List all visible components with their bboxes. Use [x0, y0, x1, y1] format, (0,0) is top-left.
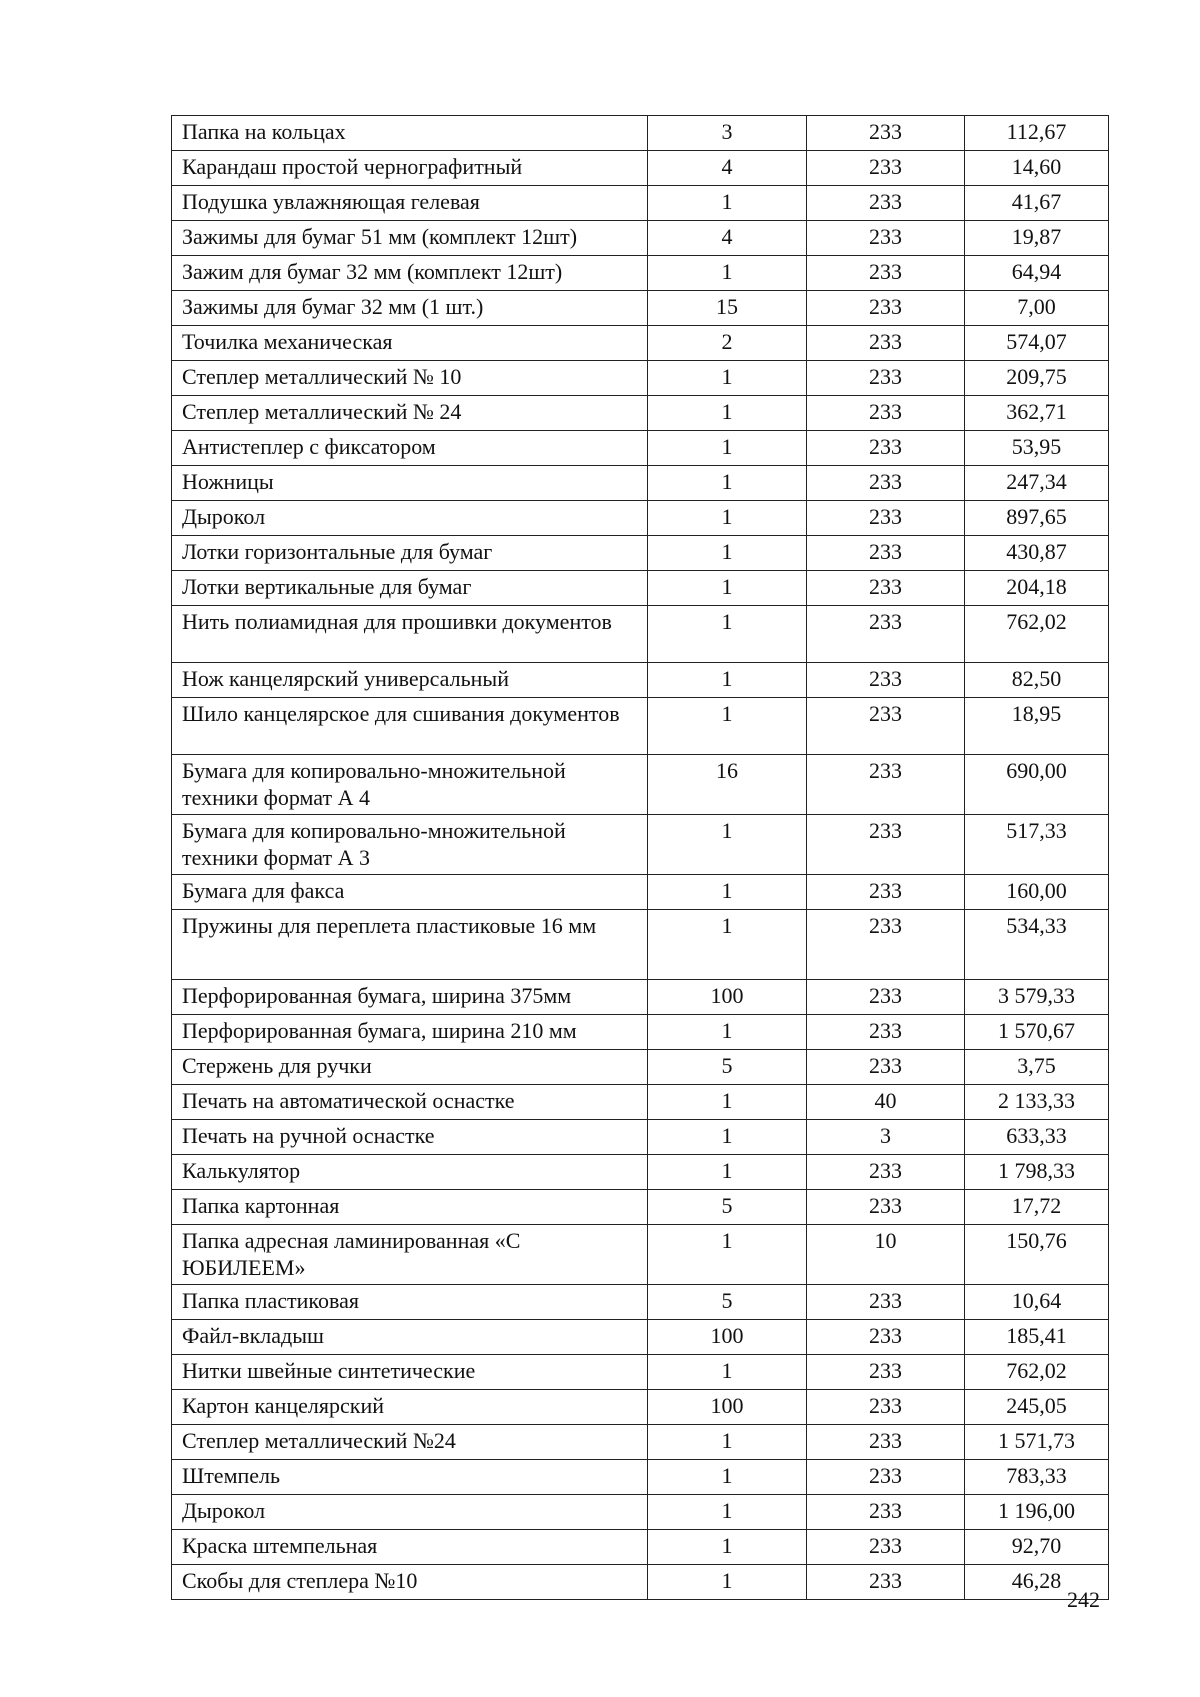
price-cell: 783,33 [965, 1460, 1109, 1495]
price-cell: 10,64 [965, 1285, 1109, 1320]
quantity-cell: 1 [648, 663, 807, 698]
table-row [172, 1495, 1109, 1530]
table-row [172, 606, 1109, 663]
price-cell: 41,67 [965, 186, 1109, 221]
table-row [172, 1320, 1109, 1355]
quantity-cell: 5 [648, 1050, 807, 1085]
item-name-cell: Картон канцелярский [172, 1390, 648, 1425]
code-cell: 3 [807, 1120, 965, 1155]
item-name-cell: Нитки швейные синтетические [172, 1355, 648, 1390]
item-name-cell: Дырокол [172, 1495, 648, 1530]
supplies-table [171, 115, 1109, 1600]
code-cell: 233 [807, 1495, 965, 1530]
table-row [172, 116, 1109, 151]
table-row [172, 1355, 1109, 1390]
item-name-cell: Папка картонная [172, 1190, 648, 1225]
code-cell: 233 [807, 116, 965, 151]
quantity-cell: 1 [648, 698, 807, 755]
quantity-cell: 15 [648, 291, 807, 326]
code-cell: 233 [807, 1565, 965, 1600]
item-name-cell: Нож канцелярский универсальный [172, 663, 648, 698]
item-name-cell: Штемпель [172, 1460, 648, 1495]
quantity-cell: 1 [648, 1425, 807, 1460]
code-cell: 233 [807, 1460, 965, 1495]
price-cell: 17,72 [965, 1190, 1109, 1225]
quantity-cell: 1 [648, 256, 807, 291]
item-name-cell: Печать на ручной оснастке [172, 1120, 648, 1155]
quantity-cell: 1 [648, 606, 807, 663]
item-name-cell: Ножницы [172, 466, 648, 501]
quantity-cell: 1 [648, 1085, 807, 1120]
price-cell: 46,28 [965, 1565, 1109, 1600]
price-cell: 204,18 [965, 571, 1109, 606]
item-name-cell: Краска штемпельная [172, 1530, 648, 1565]
quantity-cell: 1 [648, 1155, 807, 1190]
table-row [172, 1050, 1109, 1085]
item-name-cell: Бумага для факса [172, 875, 648, 910]
item-name-cell: Степлер металлический № 24 [172, 396, 648, 431]
quantity-cell: 16 [648, 755, 807, 815]
table-row [172, 1155, 1109, 1190]
code-cell: 233 [807, 291, 965, 326]
code-cell: 233 [807, 466, 965, 501]
price-cell: 1 196,00 [965, 1495, 1109, 1530]
table-row [172, 815, 1109, 875]
table-row [172, 536, 1109, 571]
table-row [172, 1565, 1109, 1600]
quantity-cell: 100 [648, 980, 807, 1015]
price-cell: 14,60 [965, 151, 1109, 186]
table-row [172, 1190, 1109, 1225]
item-name-cell: Папка пластиковая [172, 1285, 648, 1320]
table-row [172, 910, 1109, 980]
price-cell: 7,00 [965, 291, 1109, 326]
table-row [172, 875, 1109, 910]
quantity-cell: 100 [648, 1320, 807, 1355]
code-cell: 233 [807, 755, 965, 815]
table-row [172, 396, 1109, 431]
item-name-cell: Зажим для бумаг 32 мм (комплект 12шт) [172, 256, 648, 291]
item-name-cell: Точилка механическая [172, 326, 648, 361]
price-cell: 690,00 [965, 755, 1109, 815]
item-name-cell: Бумага для копировально-множительной техники формат А 4 [172, 755, 648, 815]
code-cell: 233 [807, 151, 965, 186]
price-cell: 574,07 [965, 326, 1109, 361]
price-cell: 150,76 [965, 1225, 1109, 1285]
code-cell: 233 [807, 910, 965, 980]
item-name-cell: Папка на кольцах [172, 116, 648, 151]
quantity-cell: 1 [648, 815, 807, 875]
code-cell: 233 [807, 1285, 965, 1320]
item-name-cell: Дырокол [172, 501, 648, 536]
item-name-cell: Перфорированная бумага, ширина 375мм [172, 980, 648, 1015]
price-cell: 2 133,33 [965, 1085, 1109, 1120]
quantity-cell: 1 [648, 1565, 807, 1600]
quantity-cell: 1 [648, 1120, 807, 1155]
item-name-cell: Шило канцелярское для сшивания документов [172, 698, 648, 755]
quantity-cell: 1 [648, 431, 807, 466]
price-cell: 112,67 [965, 116, 1109, 151]
quantity-cell: 1 [648, 501, 807, 536]
price-cell: 1 570,67 [965, 1015, 1109, 1050]
table-row [172, 326, 1109, 361]
price-cell: 247,34 [965, 466, 1109, 501]
quantity-cell: 1 [648, 571, 807, 606]
item-name-cell: Степлер металлический № 10 [172, 361, 648, 396]
item-name-cell: Степлер металлический №24 [172, 1425, 648, 1460]
price-cell: 633,33 [965, 1120, 1109, 1155]
supplies-table-body [172, 116, 1109, 1600]
price-cell: 92,70 [965, 1530, 1109, 1565]
quantity-cell: 1 [648, 1015, 807, 1050]
quantity-cell: 1 [648, 1495, 807, 1530]
code-cell: 10 [807, 1225, 965, 1285]
table-row [172, 980, 1109, 1015]
item-name-cell: Печать на автоматической оснастке [172, 1085, 648, 1120]
page-number: 242 [1067, 1587, 1100, 1612]
table-row [172, 663, 1109, 698]
price-cell: 209,75 [965, 361, 1109, 396]
table-row [172, 1530, 1109, 1565]
code-cell: 233 [807, 1155, 965, 1190]
table-row [172, 1460, 1109, 1495]
price-cell: 160,00 [965, 875, 1109, 910]
quantity-cell: 1 [648, 1530, 807, 1565]
price-cell: 430,87 [965, 536, 1109, 571]
table-row [172, 571, 1109, 606]
quantity-cell: 3 [648, 116, 807, 151]
quantity-cell: 1 [648, 1225, 807, 1285]
code-cell: 233 [807, 571, 965, 606]
table-row [172, 1425, 1109, 1460]
price-cell: 1 798,33 [965, 1155, 1109, 1190]
quantity-cell: 1 [648, 1460, 807, 1495]
item-name-cell: Бумага для копировально-множительной техники формат А 3 [172, 815, 648, 875]
quantity-cell: 2 [648, 326, 807, 361]
item-name-cell: Зажимы для бумаг 32 мм (1 шт.) [172, 291, 648, 326]
code-cell: 233 [807, 536, 965, 571]
table-row [172, 1085, 1109, 1120]
price-cell: 245,05 [965, 1390, 1109, 1425]
code-cell: 233 [807, 1190, 965, 1225]
table-row [172, 221, 1109, 256]
price-cell: 3 579,33 [965, 980, 1109, 1015]
code-cell: 233 [807, 1320, 965, 1355]
item-name-cell: Лотки горизонтальные для бумаг [172, 536, 648, 571]
quantity-cell: 5 [648, 1285, 807, 1320]
item-name-cell: Калькулятор [172, 1155, 648, 1190]
item-name-cell: Скобы для степлера №10 [172, 1565, 648, 1600]
item-name-cell: Пружины для переплета пластиковые 16 мм [172, 910, 648, 980]
price-cell: 64,94 [965, 256, 1109, 291]
item-name-cell: Нить полиамидная для прошивки документов [172, 606, 648, 663]
item-name-cell: Стержень для ручки [172, 1050, 648, 1085]
code-cell: 233 [807, 1530, 965, 1565]
table-row [172, 1120, 1109, 1155]
quantity-cell: 1 [648, 1355, 807, 1390]
quantity-cell: 1 [648, 910, 807, 980]
table-row [172, 698, 1109, 755]
item-name-cell: Папка адресная ламинированная «С ЮБИЛЕЕМ» [172, 1225, 648, 1285]
quantity-cell: 1 [648, 536, 807, 571]
table-row [172, 466, 1109, 501]
quantity-cell: 1 [648, 361, 807, 396]
quantity-cell: 1 [648, 186, 807, 221]
quantity-cell: 4 [648, 221, 807, 256]
price-cell: 362,71 [965, 396, 1109, 431]
item-name-cell: Антистеплер с фиксатором [172, 431, 648, 466]
quantity-cell: 1 [648, 466, 807, 501]
table-row [172, 291, 1109, 326]
code-cell: 233 [807, 980, 965, 1015]
code-cell: 233 [807, 501, 965, 536]
price-cell: 534,33 [965, 910, 1109, 980]
code-cell: 233 [807, 1355, 965, 1390]
table-row [172, 361, 1109, 396]
code-cell: 233 [807, 431, 965, 466]
price-cell: 53,95 [965, 431, 1109, 466]
price-cell: 1 571,73 [965, 1425, 1109, 1460]
quantity-cell: 4 [648, 151, 807, 186]
code-cell: 233 [807, 1015, 965, 1050]
code-cell: 233 [807, 1050, 965, 1085]
table-row [172, 186, 1109, 221]
price-cell: 517,33 [965, 815, 1109, 875]
code-cell: 233 [807, 1425, 965, 1460]
table-row [172, 431, 1109, 466]
price-cell: 897,65 [965, 501, 1109, 536]
table-row [172, 1015, 1109, 1050]
table-row [172, 755, 1109, 815]
code-cell: 233 [807, 875, 965, 910]
table-row [172, 1390, 1109, 1425]
price-cell: 762,02 [965, 1355, 1109, 1390]
code-cell: 233 [807, 186, 965, 221]
code-cell: 233 [807, 396, 965, 431]
code-cell: 40 [807, 1085, 965, 1120]
code-cell: 233 [807, 256, 965, 291]
code-cell: 233 [807, 815, 965, 875]
table-row [172, 1225, 1109, 1285]
price-cell: 3,75 [965, 1050, 1109, 1085]
price-cell: 185,41 [965, 1320, 1109, 1355]
item-name-cell: Подушка увлажняющая гелевая [172, 186, 648, 221]
quantity-cell: 5 [648, 1190, 807, 1225]
item-name-cell: Файл-вкладыш [172, 1320, 648, 1355]
code-cell: 233 [807, 221, 965, 256]
price-cell: 19,87 [965, 221, 1109, 256]
table-row [172, 501, 1109, 536]
quantity-cell: 1 [648, 396, 807, 431]
code-cell: 233 [807, 663, 965, 698]
code-cell: 233 [807, 606, 965, 663]
quantity-cell: 1 [648, 875, 807, 910]
code-cell: 233 [807, 326, 965, 361]
price-cell: 18,95 [965, 698, 1109, 755]
code-cell: 233 [807, 1390, 965, 1425]
item-name-cell: Перфорированная бумага, ширина 210 мм [172, 1015, 648, 1050]
price-cell: 82,50 [965, 663, 1109, 698]
price-cell: 762,02 [965, 606, 1109, 663]
table-row [172, 256, 1109, 291]
quantity-cell: 100 [648, 1390, 807, 1425]
code-cell: 233 [807, 698, 965, 755]
item-name-cell: Карандаш простой чернографитный [172, 151, 648, 186]
item-name-cell: Зажимы для бумаг 51 мм (комплект 12шт) [172, 221, 648, 256]
item-name-cell: Лотки вертикальные для бумаг [172, 571, 648, 606]
code-cell: 233 [807, 361, 965, 396]
table-row [172, 1285, 1109, 1320]
table-row [172, 151, 1109, 186]
